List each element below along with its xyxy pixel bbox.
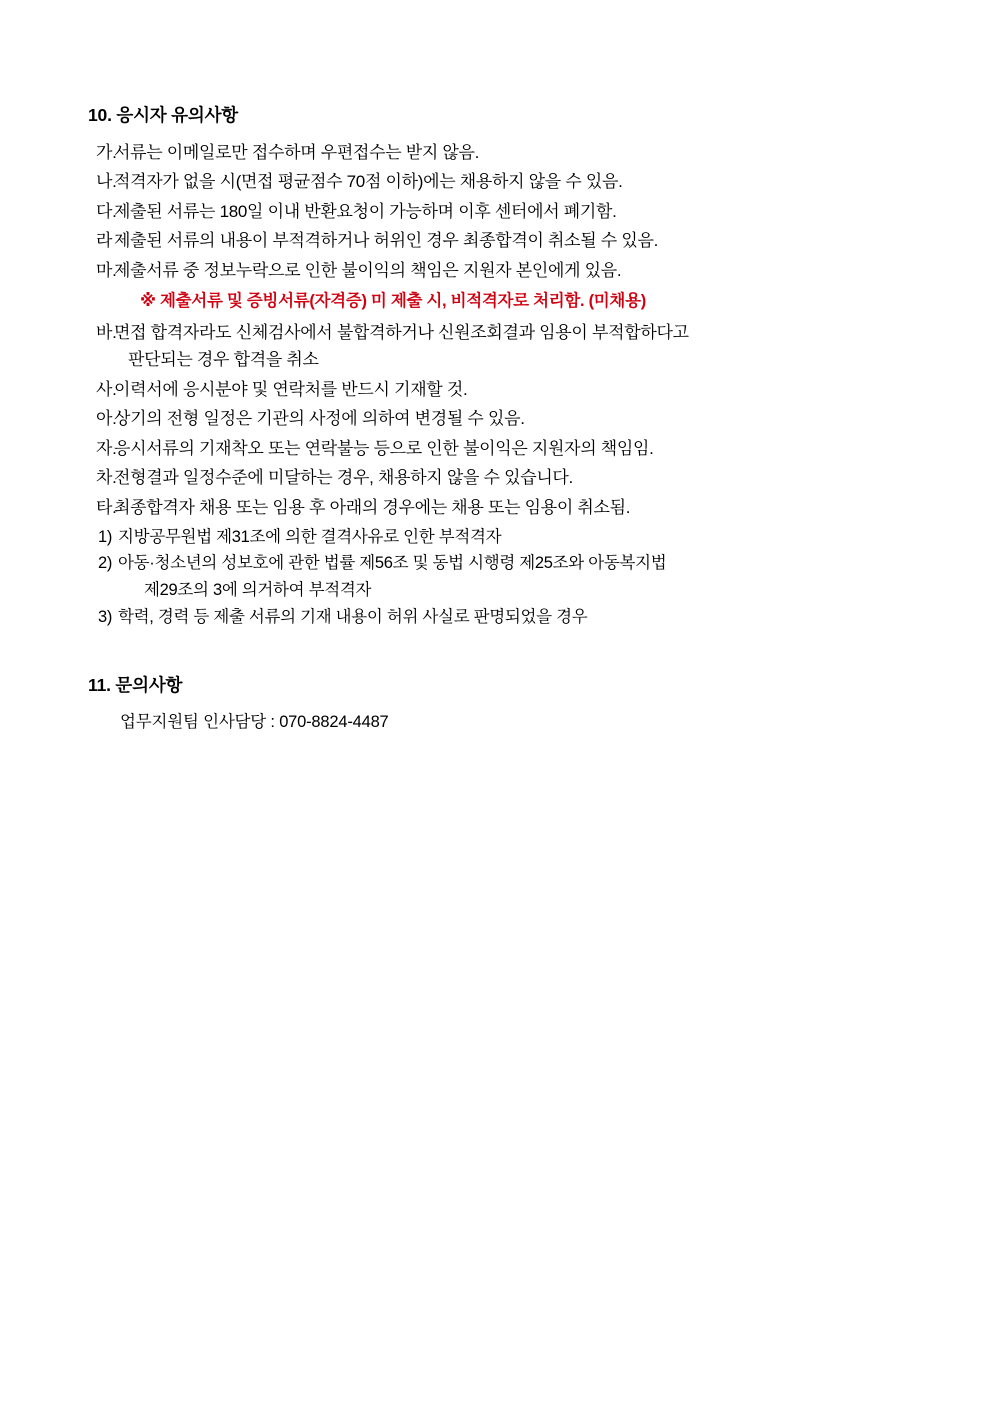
item-marker: 타. xyxy=(96,497,117,517)
item-text-line2: 판단되는 경우 합격을 취소 xyxy=(128,350,319,370)
subitem-text: 지방공무원법 제31조에 의한 결격사유로 인한 부적격자 xyxy=(118,527,502,546)
subitem-marker: 3) xyxy=(98,607,113,626)
list-item xyxy=(88,405,904,433)
item-text: 상기의 전형 일정은 기관의 사정에 의하여 변경될 수 있음. xyxy=(114,409,525,429)
section-applicant-notes xyxy=(88,104,904,630)
item-marker: 바. xyxy=(96,322,117,342)
contact-info: 업무지원팀 인사담당 : 070-8824-4487 xyxy=(120,713,389,732)
item-marker: 나. xyxy=(96,172,117,192)
subitem-text-line2: 제29조의 3에 의거하여 부적격자 xyxy=(144,580,372,599)
subitem-text xyxy=(118,550,904,603)
list-item xyxy=(88,227,904,255)
list-item xyxy=(88,198,904,226)
subitem-text-line1: 아동·청소년의 성보호에 관한 법률 제56조 및 동법 시행령 제25조와 아동복지법 xyxy=(118,554,667,573)
notes-sublist xyxy=(88,524,904,631)
item-marker: 다. xyxy=(96,201,117,221)
list-item xyxy=(88,139,904,167)
list-item xyxy=(88,376,904,404)
item-text: 제출된 서류의 내용이 부적격하거나 허위인 경우 최종합격이 취소될 수 있음. xyxy=(114,231,659,251)
item-text xyxy=(114,319,904,374)
subitem-marker: 1) xyxy=(98,527,113,546)
list-item xyxy=(88,464,904,492)
list-item xyxy=(88,319,904,374)
section-heading-11: 11. 문의사항 xyxy=(88,675,183,696)
notes-list-primary xyxy=(88,139,904,285)
section-heading-10: 10. 응시자 유의사항 xyxy=(88,105,238,125)
list-item xyxy=(88,604,904,631)
subitem-marker: 2) xyxy=(98,554,113,573)
list-item xyxy=(88,550,904,603)
item-text: 이력서에 응시분야 및 연락처를 반드시 기재할 것. xyxy=(114,379,468,399)
item-text-line1: 면접 합격자라도 신체검사에서 불합격하거나 신원조회결과 임용이 부적합하다고 xyxy=(114,322,689,342)
item-text: 제출된 서류는 180일 이내 반환요청이 가능하며 이후 센터에서 폐기함. xyxy=(114,201,617,221)
item-marker: 마. xyxy=(96,260,117,280)
item-text: 전형결과 일정수준에 미달하는 경우, 채용하지 않을 수 있습니다. xyxy=(114,468,573,488)
list-item xyxy=(88,257,904,285)
item-text: 응시서류의 기재착오 또는 연락불능 등으로 인한 불이익은 지원자의 책임임. xyxy=(114,438,654,458)
subitem-text: 학력, 경력 등 제출 서류의 기재 내용이 허위 사실로 판명되었을 경우 xyxy=(118,607,588,626)
item-marker: 차. xyxy=(96,468,117,488)
notes-list-secondary xyxy=(88,319,904,522)
list-item xyxy=(88,435,904,463)
list-item xyxy=(88,524,904,551)
item-text: 적격자가 없을 시(면접 평균점수 70점 이하)에는 채용하지 않을 수 있음. xyxy=(114,172,623,192)
section-inquiries xyxy=(88,674,904,735)
item-text: 서류는 이메일로만 접수하며 우편접수는 받지 않음. xyxy=(114,142,480,162)
item-marker: 아. xyxy=(96,409,117,429)
item-marker: 라 xyxy=(96,231,113,251)
item-marker: 가. xyxy=(96,142,117,162)
list-item xyxy=(88,168,904,196)
item-marker: 자. xyxy=(96,438,117,458)
item-text: 최종합격자 채용 또는 임용 후 아래의 경우에는 채용 또는 임용이 취소됨. xyxy=(114,497,631,517)
list-item xyxy=(88,494,904,522)
item-text: 제출서류 중 정보누락으로 인한 불이익의 책임은 지원자 본인에게 있음. xyxy=(114,260,622,280)
item-marker: 사. xyxy=(96,379,117,399)
red-warning-note: ※ 제출서류 및 증빙서류(자격증) 미 제출 시, 비적격자로 처리함. (미채용) xyxy=(140,292,646,311)
